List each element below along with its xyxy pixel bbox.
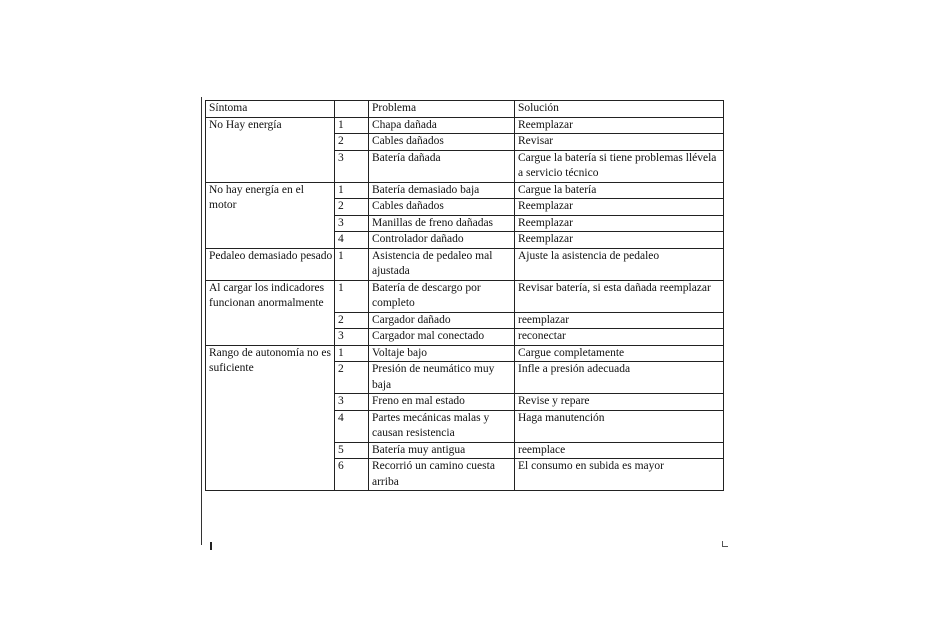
bottom-left-margin-mark <box>210 542 212 550</box>
problem-cell: Batería muy antigua <box>369 442 515 459</box>
solution-cell: Haga manutención <box>515 410 724 442</box>
solution-cell: Infle a presión adecuada <box>515 362 724 394</box>
solution-cell: Ajuste la asistencia de pedaleo <box>515 248 724 280</box>
solution-cell: Cargue completamente <box>515 345 724 362</box>
problem-cell: Chapa dañada <box>369 117 515 134</box>
table-row <box>206 248 724 280</box>
left-margin-line <box>201 97 202 545</box>
row-number-cell: 1 <box>335 280 369 312</box>
header-number <box>335 101 369 118</box>
row-number-cell: 3 <box>335 150 369 182</box>
solution-cell: El consumo en subida es mayor <box>515 459 724 491</box>
problem-cell: Asistencia de pedaleo mal ajustada <box>369 248 515 280</box>
table-body <box>206 117 724 491</box>
problem-cell: Batería demasiado baja <box>369 182 515 199</box>
table-row <box>206 117 724 134</box>
problem-cell: Freno en mal estado <box>369 394 515 411</box>
problem-cell: Partes mecánicas malas y causan resistencia <box>369 410 515 442</box>
problem-cell: Batería dañada <box>369 150 515 182</box>
solution-cell: Revise y repare <box>515 394 724 411</box>
header-symptom: Síntoma <box>206 101 335 118</box>
row-number-cell: 6 <box>335 459 369 491</box>
problem-cell: Voltaje bajo <box>369 345 515 362</box>
problem-cell: Controlador dañado <box>369 232 515 249</box>
row-number-cell: 5 <box>335 442 369 459</box>
row-number-cell: 1 <box>335 345 369 362</box>
header-problem: Problema <box>369 101 515 118</box>
row-number-cell: 2 <box>335 362 369 394</box>
solution-cell: Cargue la batería si tiene problemas llévela a servicio técnico <box>515 150 724 182</box>
symptom-cell: Rango de autonomía no es suficiente <box>206 345 335 491</box>
problem-cell: Cables dañados <box>369 134 515 151</box>
solution-cell: reemplace <box>515 442 724 459</box>
row-number-cell: 2 <box>335 312 369 329</box>
row-number-cell: 3 <box>335 329 369 346</box>
table-row <box>206 280 724 312</box>
table-row <box>206 345 724 362</box>
solution-cell: reconectar <box>515 329 724 346</box>
table-header-row <box>206 101 724 118</box>
row-number-cell: 2 <box>335 199 369 216</box>
problem-cell: Presión de neumático muy baja <box>369 362 515 394</box>
row-number-cell: 3 <box>335 394 369 411</box>
table-row <box>206 182 724 199</box>
bottom-right-margin-mark <box>722 541 728 547</box>
problem-cell: Cargador dañado <box>369 312 515 329</box>
problem-cell: Recorrió un camino cuesta arriba <box>369 459 515 491</box>
symptom-cell: Pedaleo demasiado pesado <box>206 248 335 280</box>
solution-cell: Revisar <box>515 134 724 151</box>
header-solution: Solución <box>515 101 724 118</box>
row-number-cell: 2 <box>335 134 369 151</box>
row-number-cell: 4 <box>335 232 369 249</box>
problem-cell: Cargador mal conectado <box>369 329 515 346</box>
solution-cell: Reemplazar <box>515 199 724 216</box>
row-number-cell: 4 <box>335 410 369 442</box>
problem-cell: Batería de descargo por completo <box>369 280 515 312</box>
solution-cell: Reemplazar <box>515 117 724 134</box>
solution-cell: Cargue la batería <box>515 182 724 199</box>
problem-cell: Cables dañados <box>369 199 515 216</box>
symptom-cell: No hay energía en el motor <box>206 182 335 248</box>
symptom-cell: No Hay energía <box>206 117 335 182</box>
troubleshooting-table <box>205 100 724 491</box>
row-number-cell: 1 <box>335 248 369 280</box>
solution-cell: reemplazar <box>515 312 724 329</box>
problem-cell: Manillas de freno dañadas <box>369 215 515 232</box>
symptom-cell: Al cargar los indicadores funcionan anormalmente <box>206 280 335 345</box>
row-number-cell: 1 <box>335 182 369 199</box>
row-number-cell: 3 <box>335 215 369 232</box>
solution-cell: Reemplazar <box>515 232 724 249</box>
row-number-cell: 1 <box>335 117 369 134</box>
solution-cell: Reemplazar <box>515 215 724 232</box>
solution-cell: Revisar batería, si esta dañada reemplazar <box>515 280 724 312</box>
